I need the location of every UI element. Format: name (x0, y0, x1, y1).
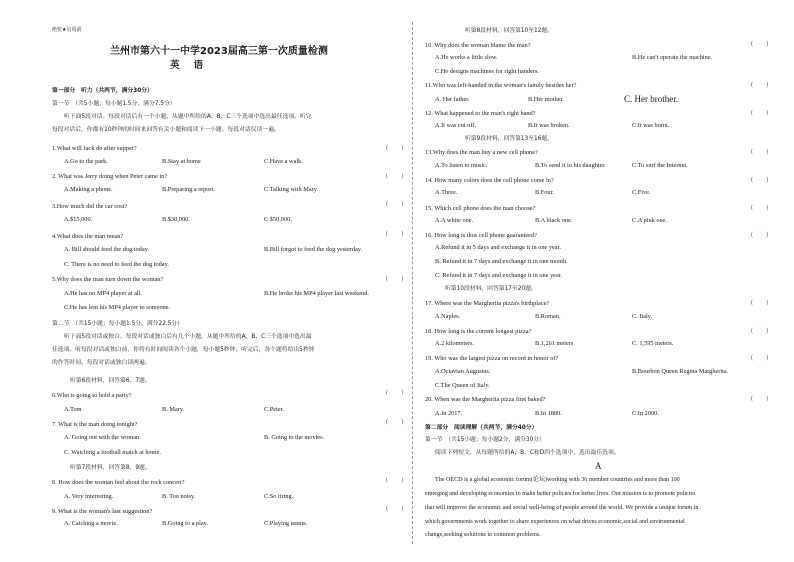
listening-note: 听第10段材料，回答第17至20题。 (445, 286, 537, 292)
part2-heading: 第二部分 阅读理解（共两节，满分40分） (425, 425, 538, 431)
option-b: B. Mary. (162, 406, 185, 413)
option-b: B. Going to the movies. (264, 434, 325, 441)
option-c: C. There is no need to feed the dog today. (64, 261, 169, 268)
option-a: A.It was cut off. (435, 122, 476, 129)
part1-sec2-instr: 佳选项。听每段对话或独白前，你将有时间阅读各个小题，每小题5秒钟；听完后，各个题将给出5秒钟 (52, 347, 315, 353)
option-c: C.Have a walk. (264, 158, 303, 165)
option-b: B.Roman. (535, 313, 561, 320)
question-stem: 15. Which cell phone does the man choose? (425, 205, 536, 212)
answer-paren: （ ） (747, 355, 773, 362)
question-stem: 14. How many colors does the cell phone come in? (425, 177, 554, 184)
answer-paren: （ ） (382, 506, 408, 513)
question-stem: 1.What will Jack do after supper? (52, 145, 137, 152)
listening-note: 听第9段材料，回答第13至16题。 (465, 136, 554, 142)
passage-line: that will improve the economic and social well-being of people around the world. We provide a unique forum in (425, 505, 699, 511)
question-stem: 10. Why does the woman blame the man? (425, 42, 531, 49)
option-b: B.Bill forgot to feed the dog yesterday. (264, 246, 363, 253)
part1-sec2-heading: 第二节 （共15小题；每小题1.5分，满分22.5分） (52, 321, 183, 327)
option-a: A.Naples. (435, 313, 461, 320)
answer-paren: （ ） (747, 300, 773, 307)
option-c: C.Talking with Mary. (264, 186, 319, 193)
question-stem: 3.How much did the car cost? (52, 203, 128, 210)
answer-paren: （ ） (382, 390, 408, 397)
option-a: A.He works a little slow. (435, 54, 498, 61)
question-stem: 2. What was Jerry doing when Peter came in? (52, 173, 168, 180)
answer-paren: （ ） (382, 419, 408, 426)
option-b: B.He can't operate the machine. (632, 54, 713, 61)
option-c: C. 1,595 meters. (632, 340, 674, 347)
question-stem: 11.Who was left-handed in the woman's family besides her? (425, 82, 577, 89)
option-b: B.A black one. (535, 217, 573, 224)
option-a: A. Bill should feed the dog today. (64, 246, 149, 253)
option-c: C. Italy. (632, 313, 653, 320)
answer-paren: （ ） (747, 110, 773, 117)
question-stem: 4.What does the man mean? (52, 233, 124, 240)
option-b: B.Bourbon Queen Regina Margherita. (632, 368, 729, 375)
question-stem: 12. What happened to the man's right hand? (425, 110, 536, 117)
option-c: C.It was burnt. (632, 122, 670, 129)
passage-line: which governments work together to share experiences on what drives economic,social and environmental (425, 519, 685, 525)
listening-note: 听第8段材料，回答第10至12题。 (465, 28, 554, 34)
exam-title: 兰州市第六十一中学2023届高三第一次质量检测 (110, 46, 328, 57)
option-a: A. Very interesting. (64, 493, 114, 500)
column-divider (412, 22, 413, 544)
part1-heading: 第一部分 听力（共两节，满分30分） (52, 88, 153, 94)
option-a: A.To listen to music. (435, 162, 488, 169)
question-stem: 19. Who was the largest pizza on record in honor of? (425, 355, 559, 362)
option-c: C.$50,000. (264, 216, 292, 223)
option-c: C.Playing tennis. (264, 520, 308, 527)
question-stem: 6.Who is going to hold a party? (52, 392, 132, 399)
option-c: C.The Queen of Italy. (435, 382, 490, 389)
option-b: B. Too noisy. (162, 493, 196, 500)
option-b: B.He broke his MP4 player last weekend. (264, 290, 369, 297)
option-b: B.To send it to his daughter. (535, 162, 606, 169)
question-stem: 7. What is the man doing tonight? (52, 421, 138, 428)
option-b: B.Going to a play. (162, 520, 208, 527)
option-c: C.He designs machines for right handers. (435, 68, 540, 75)
option-c: C.So tiring. (264, 493, 294, 500)
question-stem: 13.Why does the man buy a new cell phone? (425, 149, 538, 156)
question-stem: 5.Why does the man turn down the woman? (52, 276, 164, 283)
option-a: A. Her father. (435, 96, 470, 103)
option-a: A.$15,000. (64, 216, 93, 223)
option-c: C. Her brother. (624, 94, 678, 104)
answer-paren: （ ） (747, 205, 773, 212)
option-a: A.A white one. (435, 217, 474, 224)
part1-sec2-instr: 听下面5段对话或独白。每段对话或独白后有几个小题，从题中所给的A、B、C三个选项中选出最 (64, 334, 312, 340)
option-a: A.Octavian Augustus. (435, 368, 491, 375)
option-c: C.In 2000. (632, 410, 659, 417)
passage-line: change,seeking solutions to common problems. (425, 532, 541, 538)
option-b: B.It was broken. (528, 122, 570, 129)
passage-label: A (595, 461, 602, 471)
question-stem: 18. How long is the current longest pizza? (425, 328, 532, 335)
listening-note: 听第7段材料，回答第8、9题。 (70, 465, 151, 471)
option-c: C.To surf the Internet. (632, 162, 688, 169)
part2-instr: 阅读下列短文，从每题所给的A、B、C和D四个选项中，选出最佳选项。 (435, 450, 620, 456)
option-a: A.He has no MP4 player at all. (64, 290, 142, 297)
question-stem: 20. When was the Margherita pizza first baked? (425, 396, 546, 403)
passage-line: The OECD is a global economic forum(论坛)working with 36 member countries and more than 100 (435, 477, 680, 483)
question-stem: 9. What is the woman's last suggestion? (52, 508, 153, 515)
answer-paren: （ ） (382, 477, 408, 484)
answer-paren: （ ） (747, 232, 773, 239)
option-b: B.In 1889. (535, 410, 562, 417)
answer-paren: （ ） (382, 201, 408, 208)
option-b: B.Her mother. (528, 96, 564, 103)
option-b: B.$30,000. (162, 216, 190, 223)
option-a: A.Three. (435, 189, 458, 196)
listening-note: 听第6段材料，回答第6、7题。 (70, 378, 151, 384)
exam-subject: 英语 (170, 60, 218, 71)
answer-paren: （ ） (747, 328, 773, 335)
option-a: A.Making a phone. (64, 186, 113, 193)
answer-paren: （ ） (382, 276, 408, 283)
option-b: B.Stay at home (162, 158, 201, 165)
option-c: C. Refund it in 7 days and exchange it in one year. (435, 272, 563, 279)
part1-sec1-heading: 第一节 （共5小题；每小题1.5分，满分7.5分） (52, 101, 176, 107)
option-c: C. Watching a football match at home. (64, 449, 161, 456)
option-c: C.Peter. (264, 406, 284, 413)
part2-sec1-heading: 第一节 （共15小题；每小题2分，满分30分） (425, 437, 545, 443)
answer-paren: （ ） (747, 82, 773, 89)
answer-paren: （ ） (747, 177, 773, 184)
option-a: A.In 2017. (435, 410, 463, 417)
option-a: A.Go to the park. (64, 158, 108, 165)
option-a: A. Going out with the woman. (64, 434, 141, 441)
option-b: B. Refund it in 7 days and exchange it in one month. (435, 258, 568, 265)
option-a: A. Catching a movie. (64, 520, 118, 527)
answer-paren: （ ） (747, 41, 773, 48)
option-c: C.He has lent his MP4 player to someone. (64, 304, 171, 311)
option-c: C.Five. (632, 189, 651, 196)
passage-line: emerging and developing economies to make better policies for better lives. Our mission is to promote policies (425, 491, 696, 497)
option-a: A.2 kilometers. (435, 340, 474, 347)
question-stem: 17. Where was the Margherita pizza's birthplace? (425, 300, 550, 307)
answer-paren: （ ） (382, 173, 408, 180)
option-a: A.Tom (64, 406, 82, 413)
part1-sec2-instr: 的作答时间。每段对话或独白读两遍。 (52, 360, 151, 366)
answer-paren: （ ） (747, 149, 773, 156)
secret-label: 绝密★启用前 (52, 27, 82, 33)
option-b: B.1,261 meters (535, 340, 574, 347)
option-c: C.A pink one. (632, 217, 667, 224)
option-a: A.Refund it in 5 days and exchange it in one year. (435, 244, 561, 251)
option-b: B.Preparing a report. (162, 186, 215, 193)
part1-sec1-instr: 每段对话后，你都有10秒钟的时间来回答有关小题和阅读下一小题。每段对话仅读一遍。 (52, 127, 280, 133)
part1-sec1-instr: 听下面5段对话。每段对话后有一个小题，从题中所给的A、B、C三个选项中选出最佳选项。听完 (64, 114, 312, 120)
answer-paren: （ ） (382, 231, 408, 238)
answer-paren: （ ） (382, 145, 408, 152)
answer-paren: （ ） (747, 396, 773, 403)
question-stem: 8. How does the woman feel about the rock concert? (52, 479, 185, 486)
option-b: B.Four. (535, 189, 554, 196)
question-stem: 16. How long is thus cell phone guaranteed? (425, 232, 537, 239)
